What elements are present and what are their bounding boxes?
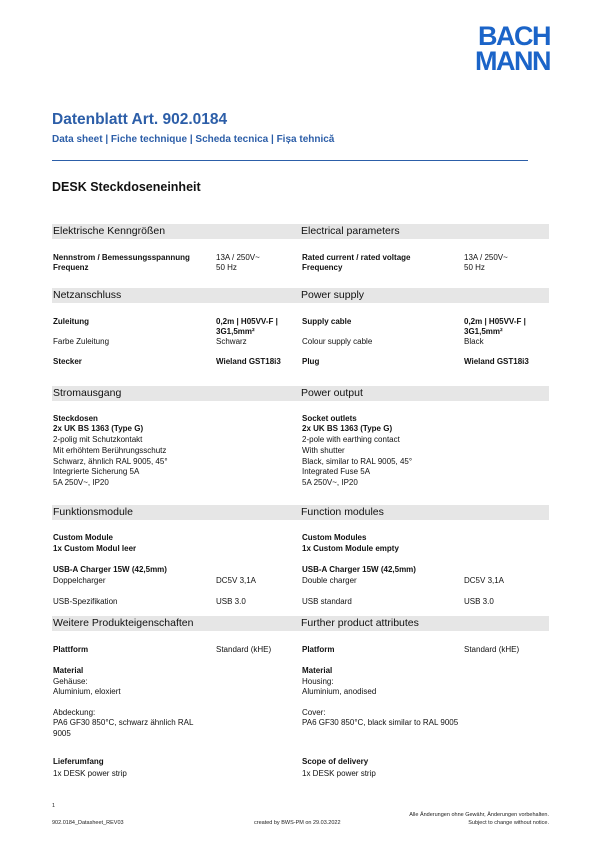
value-cover-de-1: PA6 GF30 850°C, schwarz ähnlich RAL <box>53 718 194 727</box>
created-info: created by BWS-PM on 29.03.2022 <box>254 820 341 826</box>
value-usb-spec-de: USB 3.0 <box>216 597 246 606</box>
output-en-line: Socket outlets <box>302 414 357 423</box>
label-cover-en: Cover: <box>302 708 326 717</box>
output-en-line: 2x UK BS 1363 (Type G) <box>302 424 393 433</box>
value-supply-cable-en-2: 3G1,5mm² <box>464 327 503 336</box>
label-rated-current-en: Rated current / rated voltage <box>302 253 411 262</box>
label-frequency-de: Frequenz <box>53 263 89 272</box>
label-cable-color-en: Colour supply cable <box>302 337 373 346</box>
page-subtitle: Data sheet | Fiche technique | Scheda tecnica | Fișa tehnică <box>52 134 335 145</box>
label-housing-en: Housing: <box>302 677 334 686</box>
value-rated-current-de: 13A / 250V~ <box>216 253 260 262</box>
section-label-en: Further product attributes <box>301 617 419 629</box>
disclaimer-de: Alle Änderungen ohne Gewähr, Änderungen vorbehalten. <box>409 812 549 818</box>
value-platform-de: Standard (kHE) <box>216 645 272 654</box>
section-label-en: Power supply <box>301 289 365 301</box>
label-custom-module-de: Custom Module <box>53 533 113 542</box>
section-label-de: Stromausgang <box>53 387 122 399</box>
label-double-charger-en: Double charger <box>302 576 357 585</box>
bachmann-logo <box>474 21 550 76</box>
value-cable-color-de: Schwarz <box>216 337 247 346</box>
output-en-line: 5A 250V~, IP20 <box>302 478 358 487</box>
label-custom-module-empty-en: 1x Custom Module empty <box>302 544 399 553</box>
label-usb-charger-en: USB-A Charger 15W (42,5mm) <box>302 565 416 574</box>
section-label-en: Power output <box>301 387 363 399</box>
page-title: Datenblatt Art. 902.0184 <box>52 111 228 128</box>
value-usb-spec-en: USB 3.0 <box>464 597 494 606</box>
section-electrical <box>52 224 549 239</box>
label-double-charger-de: Doppelcharger <box>53 576 106 585</box>
value-frequency-de: 50 Hz <box>216 263 237 272</box>
section-label-de: Elektrische Kenngrößen <box>53 225 166 237</box>
label-platform-en: Platform <box>302 645 335 654</box>
label-material-de: Material <box>53 666 84 675</box>
section-function-modules <box>52 505 549 520</box>
value-delivery-en: 1x DESK power strip <box>302 769 376 778</box>
value-double-charger-en: DC5V 3,1A <box>464 576 505 585</box>
section-power-output <box>52 386 549 401</box>
value-plug-en: Wieland GST18i3 <box>464 357 529 366</box>
label-frequency-en: Frequency <box>302 263 343 272</box>
output-de-line: 2x UK BS 1363 (Type G) <box>53 424 144 433</box>
label-usb-charger-de: USB-A Charger 15W (42,5mm) <box>53 565 167 574</box>
value-plug-de: Wieland GST18i3 <box>216 357 281 366</box>
label-cable-color-de: Farbe Zuleitung <box>53 337 110 346</box>
value-supply-cable-de-2: 3G1,5mm² <box>216 327 255 336</box>
label-custom-module-empty-de: 1x Custom Modul leer <box>53 544 137 553</box>
value-double-charger-de: DC5V 3,1A <box>216 576 257 585</box>
section-power-supply <box>52 288 549 303</box>
label-usb-spec-en: USB standard <box>302 597 352 606</box>
document-id: 902.0184_Datasheet_REV03 <box>52 820 124 826</box>
label-housing-de: Gehäuse: <box>53 677 88 686</box>
product-name: DESK Steckdoseneinheit <box>52 180 201 194</box>
section-label-en: Electrical parameters <box>301 225 400 237</box>
output-de-line: Steckdosen <box>53 414 98 423</box>
output-de-line: Mit erhöhtem Berührungsschutz <box>53 446 167 455</box>
label-usb-spec-de: USB-Spezifikation <box>53 597 118 606</box>
label-platform-de: Plattform <box>53 645 89 654</box>
label-rated-current-de: Nennstrom / Bemessungsspannung <box>53 253 190 262</box>
output-de-line: 2-polig mit Schutzkontakt <box>53 435 143 444</box>
value-cover-de-2: 9005 <box>53 729 71 738</box>
header-divider <box>52 160 528 161</box>
section-label-de: Weitere Produkteigenschaften <box>53 617 194 629</box>
output-en-line: Integrated Fuse 5A <box>302 467 371 476</box>
disclaimer-en: Subject to change without notice. <box>468 820 549 826</box>
value-housing-en: Aluminium, anodised <box>302 687 377 696</box>
section-label-de: Funktionsmodule <box>53 506 133 518</box>
value-frequency-en: 50 Hz <box>464 263 485 272</box>
logo-line-2: MANN <box>475 46 550 76</box>
label-material-en: Material <box>302 666 333 675</box>
label-plug-en: Plug <box>302 357 320 366</box>
output-de-line: 5A 250V~, IP20 <box>53 478 109 487</box>
label-custom-module-en: Custom Modules <box>302 533 367 542</box>
value-supply-cable-en-1: 0,2m | H05VV-F | <box>464 317 526 326</box>
label-supply-cable-de: Zuleitung <box>53 317 89 326</box>
page-number: 1 <box>52 803 56 809</box>
value-cover-en: PA6 GF30 850°C, black similar to RAL 9005 <box>302 718 459 727</box>
section-label-de: Netzanschluss <box>53 289 122 301</box>
output-de-line: Schwarz, ähnlich RAL 9005, 45° <box>53 457 168 466</box>
section-label-en: Function modules <box>301 506 384 518</box>
output-en-line: With shutter <box>302 446 345 455</box>
value-rated-current-en: 13A / 250V~ <box>464 253 508 262</box>
value-delivery-de: 1x DESK power strip <box>53 769 127 778</box>
value-supply-cable-de-1: 0,2m | H05VV-F | <box>216 317 278 326</box>
output-en-line: Black, similar to RAL 9005, 45° <box>302 457 413 466</box>
value-platform-en: Standard (kHE) <box>464 645 520 654</box>
label-cover-de: Abdeckung: <box>53 708 96 717</box>
output-en-line: 2-pole with earthing contact <box>302 435 400 444</box>
label-delivery-de: Lieferumfang <box>53 757 104 766</box>
output-de-line: Integrierte Sicherung 5A <box>53 467 140 476</box>
label-plug-de: Stecker <box>53 357 82 366</box>
section-attributes <box>52 616 549 631</box>
value-cable-color-en: Black <box>464 337 484 346</box>
label-supply-cable-en: Supply cable <box>302 317 352 326</box>
label-delivery-en: Scope of delivery <box>302 757 369 766</box>
value-housing-de: Aluminium, eloxiert <box>53 687 121 696</box>
logo-line-1: BACH <box>478 21 550 51</box>
